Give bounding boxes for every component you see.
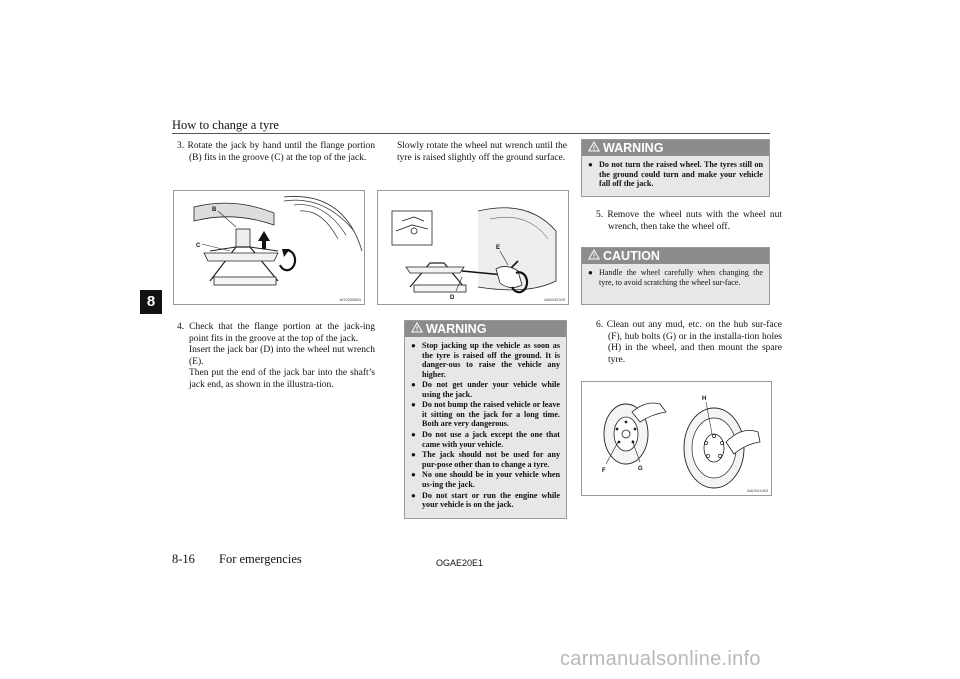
warning-item: ● No one should be in your vehicle when us-ing the jack. [411, 470, 560, 489]
jack-wrench-illustration [378, 191, 568, 304]
step-4 [177, 322, 375, 392]
step-3 [177, 141, 375, 164]
step-5 [596, 210, 782, 233]
bullet-icon: ● [411, 430, 416, 440]
bullet-icon: ● [588, 268, 593, 277]
warning-triangle-icon [588, 140, 600, 156]
figure-label-b: B [212, 207, 217, 213]
step-5-text: Remove the wheel nuts with the wheel nut wrench, then take the wheel off. [607, 210, 783, 232]
step-4-line-1: Check that the flange portion at the jack-ing point fits in the groove at the top of the jack. [189, 322, 375, 344]
step-6-text: Clean out any mud, etc. on the hub sur-face (F), hub bolts (G) or in the installa-tion holes (H) in the wheel, and then mount the spare tyre. [606, 320, 783, 365]
caution-title: CAUTION [603, 249, 660, 263]
warning-triangle-icon [411, 321, 423, 337]
figure-jack-flange [173, 190, 365, 305]
step-4-line-2: Insert the jack bar (D) into the wheel nut wrench (E). [189, 345, 375, 367]
warning-header [405, 321, 566, 337]
figure-code: AG0005854 [339, 297, 361, 302]
step-4-number: 4. [177, 322, 185, 332]
step-6-number: 6. [596, 320, 604, 330]
bullet-icon: ● [411, 341, 416, 350]
jack-flange-illustration [174, 191, 364, 304]
step-3-number: 3. [177, 141, 185, 151]
step-6 [596, 320, 782, 366]
caution-box [581, 247, 770, 305]
warning-box-jacking [404, 320, 567, 519]
page-header-title: How to change a tyre [172, 118, 279, 132]
chapter-tab: 8 [140, 290, 162, 314]
warning-item: ● Do not start or run the engine while your vehicle is on the jack. [411, 490, 560, 510]
figure-jack-wrench [377, 190, 569, 305]
watermark: carmanualsonline.info [560, 648, 761, 670]
bullet-icon: ● [411, 490, 416, 500]
warning-item: ● Do not get under your vehicle while using the jack. [411, 380, 560, 399]
warning-title: WARNING [426, 322, 487, 336]
figure-label-d: D [450, 295, 455, 301]
jacking-instruction: Slowly rotate the wheel nut wrench until the tyre is raised slightly off the ground surface. [397, 141, 567, 163]
bullet-icon: ● [411, 470, 416, 480]
footer-page-number: 8-16 [172, 552, 195, 566]
warning-box-wheel [581, 139, 770, 197]
figure-label-g: G [638, 466, 643, 472]
bullet-icon: ● [411, 380, 416, 390]
warning-item: ● Do not bump the raised vehicle or leave it sitting on the jack for a long time. Both are very dangerous. [411, 400, 560, 429]
figure-label-h: H [702, 396, 707, 402]
caution-triangle-icon [588, 248, 600, 264]
footer-doc-code: OGAE20E1 [436, 558, 484, 568]
step-4-line-3: Then put the end of the jack bar into the shaft’s jack end, as shown in the illustra-tion. [189, 368, 375, 390]
warning-item: ● Stop jacking up the vehicle as soon as the tyre is raised off the ground. It is danger-ous to raise the vehicle any higher. [411, 341, 560, 379]
figure-label-e: E [496, 245, 501, 251]
warning-title: WARNING [603, 141, 664, 155]
figure-label-c: C [196, 243, 201, 249]
header-divider [172, 133, 770, 134]
figure-label-f: F [602, 468, 606, 474]
step-3-text: Rotate the jack by hand until the flange portion (B) fits in the groove (C) at the top of the jack. [187, 141, 375, 163]
bullet-icon: ● [588, 160, 593, 169]
figure-code: AA0041283 [747, 488, 768, 493]
warning-item: ● The jack should not be used for any pur-pose other than to change a tyre. [411, 450, 560, 469]
figure-hub-cleaning [581, 381, 772, 496]
warning-item: ● Do not use a jack except the one that came with your vehicle. [411, 430, 560, 449]
bullet-icon: ● [411, 450, 416, 460]
footer-section-name: For emergencies [219, 552, 302, 566]
warning-header [582, 140, 769, 156]
caution-header [582, 248, 769, 264]
figure-code: AA0042349 [544, 297, 565, 302]
step-5-number: 5. [596, 210, 604, 220]
bullet-icon: ● [411, 400, 416, 410]
hub-cleaning-illustration [582, 382, 771, 495]
caution-item: ● Handle the wheel carefully when changing the tyre, to avoid scratching the wheel sur-face. [588, 268, 763, 287]
warning-item: ● Do not turn the raised wheel. The tyres still on the ground could turn and make your vehicle fall off the jack. [588, 160, 763, 188]
